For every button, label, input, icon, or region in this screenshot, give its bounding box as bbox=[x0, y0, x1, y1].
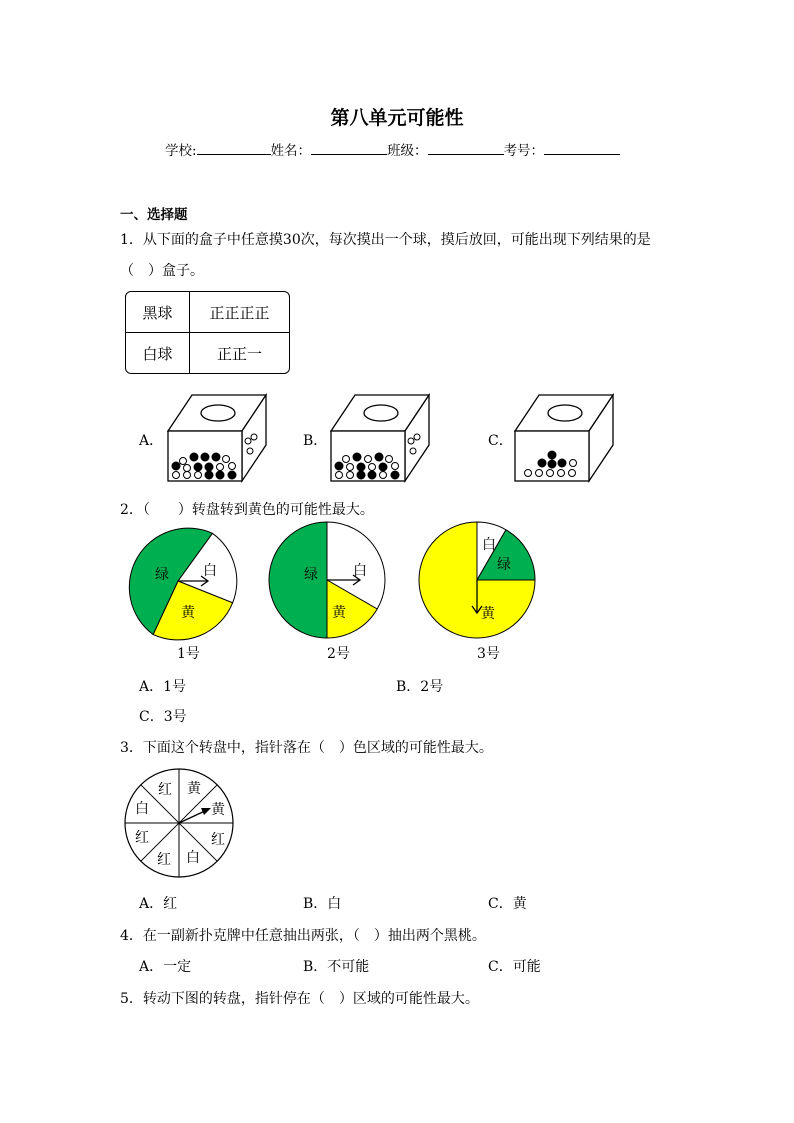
q4-option-a[interactable]: A．一定 bbox=[139, 959, 192, 975]
q4-text: 4．在一副新扑克牌中任意抽出两张，（ ）抽出两个黑桃。 bbox=[120, 928, 486, 944]
q3-sector-6-label: 红 bbox=[135, 830, 149, 846]
q1-option-a[interactable]: A． bbox=[139, 433, 164, 449]
tally-marks-black: 正正正正 bbox=[190, 292, 289, 333]
spinner-2-white-label: 白 bbox=[353, 563, 367, 579]
q1-tally-table bbox=[125, 291, 290, 374]
box-b-figure bbox=[331, 393, 451, 483]
q1-option-c[interactable]: C． bbox=[488, 433, 513, 449]
spinner-3-caption: 3号 bbox=[477, 646, 500, 662]
school-blank bbox=[197, 140, 271, 155]
box-a-figure bbox=[168, 393, 288, 483]
tally-label-white: 白球 bbox=[126, 333, 190, 373]
q3-sector-4-label: 白 bbox=[186, 850, 200, 866]
q3-sector-3-label: 红 bbox=[211, 832, 225, 848]
q3-sector-1-label: 黄 bbox=[187, 781, 201, 797]
tally-label-black: 黑球 bbox=[126, 292, 190, 333]
page-title: 第八单元可能性 bbox=[330, 107, 464, 129]
name-blank bbox=[311, 140, 387, 155]
class-blank bbox=[428, 140, 504, 155]
spinner-1-yellow-label: 黄 bbox=[181, 605, 195, 621]
q3-text: 3．下面这个转盘中，指针落在（ ）色区域的可能性最大。 bbox=[120, 740, 493, 756]
spinner-1-figure bbox=[119, 522, 237, 640]
spinner-1-white-label: 白 bbox=[203, 563, 217, 579]
q2-text: 2．（ ）转盘转到黄色的可能性最大。 bbox=[120, 502, 374, 518]
q5-text: 5．转动下图的转盘，指针停在（ ）区域的可能性最大。 bbox=[120, 991, 479, 1007]
spinner-1-caption: 1号 bbox=[177, 646, 200, 662]
q3-sector-2-label: 黄 bbox=[211, 802, 225, 818]
school-label: 学校: bbox=[165, 143, 197, 159]
table-row bbox=[126, 292, 289, 333]
class-label: 班级： bbox=[387, 143, 428, 159]
exam-no-blank bbox=[544, 140, 620, 155]
q3-sector-7-label: 白 bbox=[135, 801, 149, 817]
q3-sector-5-label: 红 bbox=[157, 852, 171, 868]
q3-option-a[interactable]: A．红 bbox=[139, 896, 178, 912]
tally-marks-white: 正正一 bbox=[216, 344, 262, 363]
student-info-line bbox=[165, 139, 620, 159]
q1-text-line1: 1．从下面的盒子中任意摸30次，每次摸出一个球，摸后放回，可能出现下列结果的是 bbox=[120, 232, 651, 248]
spinner-2-green-label: 绿 bbox=[304, 567, 318, 583]
q4-option-b[interactable]: B．不可能 bbox=[303, 959, 370, 975]
q2-option-c[interactable]: C．3号 bbox=[139, 709, 187, 725]
q2-option-b[interactable]: B．2号 bbox=[396, 679, 444, 695]
name-label: 姓名： bbox=[270, 143, 312, 159]
spinner-2-caption: 2号 bbox=[327, 646, 350, 662]
exam-no-label: 考号： bbox=[503, 143, 545, 159]
q3-sector-8-label: 红 bbox=[158, 782, 172, 798]
section-heading: 一、选择题 bbox=[120, 207, 188, 223]
q1-option-b[interactable]: B． bbox=[303, 433, 328, 449]
q1-text-line2: （ ）盒子。 bbox=[120, 263, 204, 279]
q3-option-b[interactable]: B．白 bbox=[303, 896, 342, 912]
spinner-3-green-label: 绿 bbox=[497, 557, 511, 573]
q3-option-c[interactable]: C．黄 bbox=[488, 896, 527, 912]
spinner-2-yellow-label: 黄 bbox=[332, 605, 346, 621]
spinner-3-white-label: 白 bbox=[482, 537, 496, 553]
spinner-3-yellow-label: 黄 bbox=[481, 606, 495, 622]
q3-spinner-figure bbox=[124, 768, 234, 878]
box-c-figure bbox=[515, 393, 635, 483]
spinner-1-green-label: 绿 bbox=[155, 567, 169, 583]
spinner-3-figure bbox=[419, 522, 535, 638]
spinner-2-figure bbox=[269, 522, 385, 638]
q2-option-a[interactable]: A．1号 bbox=[139, 679, 187, 695]
table-row bbox=[126, 333, 289, 373]
q4-option-c[interactable]: C．可能 bbox=[488, 959, 541, 975]
